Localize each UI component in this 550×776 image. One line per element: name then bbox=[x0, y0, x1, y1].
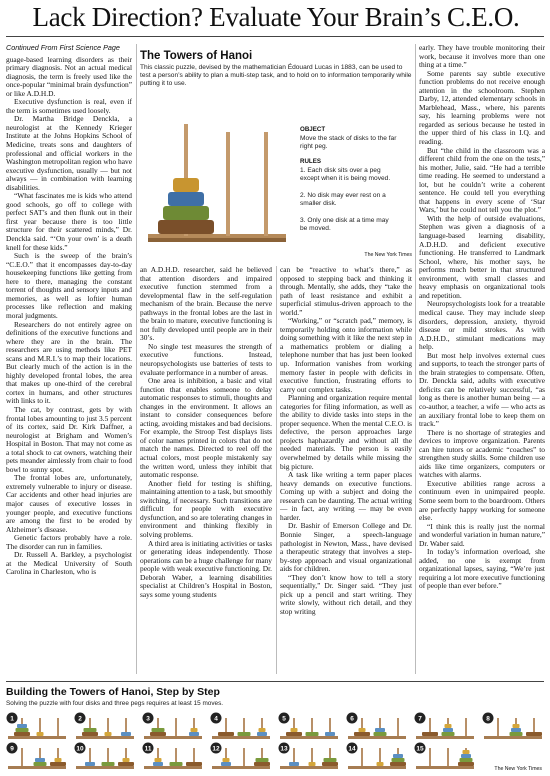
article-column-4 bbox=[419, 44, 545, 676]
step-diagram bbox=[74, 712, 136, 740]
step-disk bbox=[152, 728, 165, 732]
step-base bbox=[144, 736, 202, 739]
column-divider bbox=[136, 44, 137, 674]
column-divider bbox=[415, 44, 416, 674]
step-diagram bbox=[414, 742, 476, 770]
paragraph: “They don’t know how to tell a story sequentially,” Dr. Singer said. “They just pick up a pencil and start writing. They write slowly, without rich detail, and they stop writing bbox=[280, 572, 412, 616]
step-base bbox=[212, 766, 270, 769]
step-base bbox=[348, 736, 406, 739]
paragraph: No single test measures the strength of executive functions. Instead, neuropsychologists use batteries of tests to evaluate performance in a number of areas. bbox=[140, 341, 272, 377]
step-14 bbox=[346, 742, 408, 770]
step-disk bbox=[289, 762, 299, 766]
step-base bbox=[280, 736, 338, 739]
step-disk bbox=[170, 762, 183, 766]
steps-subtitle: Solving the puzzle with four disks and three pegs requires at least 15 moves. bbox=[6, 700, 224, 707]
paragraph: guage-based learning disorders as their primary diagnosis. Not an actual medical diagnosis, the term is freely used like the once-popular “minimal brain dysfunction” or like A.D.H.D. bbox=[6, 54, 132, 98]
step-diagram bbox=[210, 712, 272, 740]
paragraph: Researchers do not entirely agree on definitions of the executive functions and where they are in the brain. The researchers are using methods like PET scans and M.R.I.’s to map their locations. But clearly much of the action is in the highly developed frontal lobes, the area that makes up one-third of the cerebral cortex in humans, and other structures with links to it. bbox=[6, 319, 132, 406]
headline: Lack Direction? Evaluate Your Brain’s C.E.O. bbox=[32, 2, 520, 32]
step-peg bbox=[243, 748, 245, 766]
step-disk bbox=[82, 732, 98, 736]
step-base bbox=[416, 766, 474, 769]
step-10 bbox=[74, 742, 136, 770]
paragraph: Dr. Bashir of Emerson College and Dr. Bonnie Singer, a speech-language pathologist in Newton, Mass., have devised a therapeutic strategy that involves a step-by-step approach and visual organizational aids for children. bbox=[280, 521, 412, 574]
step-disk bbox=[325, 732, 335, 736]
step-base bbox=[76, 736, 134, 739]
step-disk bbox=[259, 728, 266, 732]
paragraph: can be “reactive to what’s there,” as opposed to stepping back and thinking it through. Mentally, she adds, they “take the path of least resistance and exhibit a superficial stimulus-driven approach to the world.” bbox=[280, 265, 412, 317]
step-diagram bbox=[346, 742, 408, 770]
paragraph: Some parents say subtle executive function problems do not receive enough attention in the schoolroom. Stephen Darby, 12, attended elementary schools in Marblehead, Mass., where, his parents say, his learning problems were not regarded as serious because he tested in the upper third of his class in I.Q. and reading. bbox=[419, 68, 545, 147]
step-disk bbox=[324, 758, 337, 762]
rules-label: RULES bbox=[300, 158, 321, 165]
step-disk bbox=[374, 732, 387, 736]
step-12 bbox=[210, 742, 272, 770]
rule-1: 1. Each disk sits over a peg except when it is being moved. bbox=[300, 167, 391, 182]
step-disk bbox=[354, 732, 370, 736]
step-number: 15 bbox=[416, 745, 424, 753]
step-disk bbox=[14, 732, 30, 736]
paragraph: Planning and organization require mental categories for filing information, as well as the ability to divide tasks into steps in the proper sequence. When the mental C.E.O. is defective, the person approaches large projects haphazardly and without all the needed materials. The person is easily overwhelmed by details while missing the big picture. bbox=[280, 393, 412, 471]
step-number: 8 bbox=[486, 715, 490, 723]
disk-2 bbox=[168, 192, 204, 206]
step-disk bbox=[105, 732, 112, 736]
step-8 bbox=[482, 712, 544, 740]
step-peg bbox=[429, 748, 431, 766]
step-diagram bbox=[278, 742, 340, 770]
step-disk bbox=[189, 732, 199, 736]
step-diagram bbox=[74, 742, 136, 770]
paragraph: Executive abilities range across a continuum even in unimpaired people. Some seem born to the boardroom. Others are perfectly happy working for someone else. bbox=[419, 478, 545, 523]
paragraph: an A.D.H.D. researcher, said he believed that attention disorders and impaired executive function stemmed from a developmental flaw in the self-regulation mechanism of the brain. Because the nerve pathways in the frontal lobes are the last in the brain to mature, executive functioning is not fully developed until people are in their 30’s. bbox=[140, 265, 272, 343]
step-11 bbox=[142, 742, 204, 770]
step-1 bbox=[6, 712, 68, 740]
step-number: 1 bbox=[10, 715, 14, 723]
step-disk bbox=[442, 732, 455, 736]
step-15 bbox=[414, 742, 476, 770]
step-disk bbox=[513, 724, 520, 728]
step-disk bbox=[118, 762, 134, 766]
step-disk bbox=[510, 732, 523, 736]
step-disk bbox=[150, 732, 166, 736]
step-disk bbox=[121, 732, 131, 736]
step-disk bbox=[17, 724, 27, 728]
paragraph: Dr. Martha Bridge Denckla, a neurologist at the Kennedy Krieger Institute at the Johns Hopkins School of Medicine, treats sons and daughters of professional and official workers in the Washington metropolitan region who have executive dysfunction, usually — but not always — in combination with learning disabilities. bbox=[6, 114, 132, 192]
step-disk bbox=[37, 732, 44, 736]
step-5 bbox=[278, 712, 340, 740]
step-peg bbox=[447, 748, 449, 766]
step-number: 3 bbox=[146, 715, 150, 723]
bottom-rule bbox=[6, 681, 544, 682]
step-peg bbox=[361, 748, 363, 766]
step-diagram bbox=[482, 712, 544, 740]
step-peg bbox=[175, 718, 177, 736]
object-text: Move the stack of disks to the far right peg. bbox=[300, 135, 397, 150]
step-disk bbox=[218, 732, 234, 736]
step-diagram bbox=[210, 742, 272, 770]
paragraph: “I think this is really just the normal and wonderful variation in human nature,” Dr. Waber said. bbox=[419, 521, 546, 548]
article-column-1 bbox=[6, 44, 132, 676]
graphic-credit: The New York Times bbox=[364, 252, 412, 258]
paragraph: Genetic factors probably have a role. The disorder can run in families. bbox=[6, 533, 132, 551]
paragraph: Executive dysfunction is real, even if the term is sometimes used loosely. bbox=[6, 97, 132, 115]
step-disk bbox=[186, 762, 202, 766]
step-13 bbox=[278, 742, 340, 770]
step-disk bbox=[102, 762, 115, 766]
step-number: 9 bbox=[10, 745, 14, 753]
paragraph: The frontal lobes are, unfortunately, extremely vulnerable to injury or disease. Car accidents and other head injuries are major causes of executive losses in younger people, and executive functions are among the first to be eroded by Alzheimer’s disease. bbox=[6, 473, 132, 534]
step-number: 7 bbox=[418, 715, 422, 723]
peg-right bbox=[264, 132, 268, 236]
step-disk bbox=[55, 758, 62, 762]
step-base bbox=[76, 766, 134, 769]
step-disk bbox=[221, 762, 231, 766]
step-disk bbox=[461, 754, 471, 758]
step-peg bbox=[57, 718, 59, 736]
step-disk bbox=[16, 728, 29, 732]
step-disk bbox=[153, 762, 163, 766]
object-label: OBJECT bbox=[300, 126, 326, 133]
step-disk bbox=[460, 758, 473, 762]
step-base bbox=[8, 766, 66, 769]
paragraph: Neuropsychologists look for a treatable medical cause. They may include sleep disorders, depression, anxiety, thyroid disease or mild strokes. As with A.D.H.D., stimulant medications may help. bbox=[419, 299, 545, 352]
step-diagram bbox=[414, 712, 476, 740]
step-3 bbox=[142, 712, 204, 740]
step-disk bbox=[257, 732, 267, 736]
step-diagram bbox=[6, 742, 68, 770]
paragraph: Another field for testing is shifting, maintaining attention to a task, but smoothly switching, if necessary. Such transitions are difficult for people with executive dysfunction, and so are tolerating changes in environment and thinking flexibly in solving problems. bbox=[140, 478, 272, 539]
step-disk bbox=[375, 728, 385, 732]
step-disk bbox=[123, 758, 130, 762]
step-disk bbox=[223, 758, 230, 762]
step-peg bbox=[497, 718, 499, 736]
paragraph: “Working,” or “scratch pad,” memory, is temporarily holding onto information while doing something with it like the next step in a mathematics problem or dialing a telephone number that has just been looked up. Information vanishes from working memory faster in people with deficits in executive function, frustrating efforts to carry out complex tasks. bbox=[280, 316, 412, 394]
step-number: 14 bbox=[348, 745, 356, 753]
step-number: 10 bbox=[76, 745, 84, 753]
peg-middle bbox=[226, 132, 230, 236]
step-diagram bbox=[6, 712, 68, 740]
rule-2: 2. No disk may ever rest on a smaller disk. bbox=[300, 192, 386, 207]
paragraph: A task like writing a term paper places heavy demands on executive functions. Coming up with a subject and doing the research can be daunting. The actual writing — in fact, any writing — may be even harder. bbox=[280, 470, 412, 522]
step-disk bbox=[35, 758, 45, 762]
step-diagram bbox=[278, 712, 340, 740]
paragraph: In today’s information overload, she added, no one is exempt from organizational lapses, saying, “We’re just requiring a lot more executive functioning of people than ever before.” bbox=[419, 547, 545, 591]
step-diagram bbox=[142, 712, 204, 740]
step-base bbox=[416, 736, 474, 739]
paragraph: One area is inhibition, a basic and vital function that enables someone to delay automatic responses to stimuli, thoughts and changes in the environment. It allows an instant to consider consequences before acting, avoiding mistakes and bad decisions. For example, the Stroop Test displays lists of color names printed in colors that do not match the names. Directed to reel off the actual colors, most people mistakenly say the written word, unless they inhibit that automatic response. bbox=[140, 376, 272, 480]
step-7 bbox=[414, 712, 476, 740]
step-6 bbox=[346, 712, 408, 740]
step-disk bbox=[155, 758, 162, 762]
continued-line: Continued From First Science Page bbox=[6, 43, 120, 52]
paragraph: But most help involves external cues and supports, to teach the stronger parts of the brain strategies to compensate. Often, Dr. Denckla said, adults with executive deficits can be relatively successful, “as long as there is another human being — a co-author, a teacher, a wife — who acts as an auxiliary frontal lobe to keep them on track.” bbox=[419, 350, 545, 429]
step-base bbox=[144, 766, 202, 769]
step-disk bbox=[458, 762, 474, 766]
disk-1 bbox=[173, 178, 199, 192]
step-disk bbox=[34, 762, 47, 766]
paragraph: There is no shortage of strategies and devices to improve organization. Parents can hire tutors or academic “coaches” to strengthen study skills. Some children use aids like time organizers, computers or watches with alarms. bbox=[419, 427, 545, 480]
step-number: 12 bbox=[212, 745, 220, 753]
step-disk bbox=[50, 762, 66, 766]
steps-title: Building the Towers of Hanoi, Step by Step bbox=[6, 686, 220, 698]
disk-3 bbox=[163, 206, 209, 220]
step-disk bbox=[256, 758, 269, 762]
step-disk bbox=[443, 728, 453, 732]
paragraph: early. They have trouble monitoring their work, because it involves more than one thing at a time.” bbox=[419, 43, 545, 70]
paragraph: “What fascinates me is kids who attend good schools, go off to college with perfect SAT’s and then flunk out in their first year because there is too little structure for their scattered minds,” Dr. Denckla said. “‘On your own’ is a death knell for these kids.” bbox=[6, 191, 132, 252]
article-column-3 bbox=[280, 266, 412, 674]
step-number: 2 bbox=[78, 715, 82, 723]
step-disk bbox=[322, 762, 338, 766]
hanoi-intro: This classic puzzle, devised by the mathematician Édouard Lucas in 1883, can be used to test a person’s ability to plan a multi-step task, and to hold on to information temporarily while putting it to use. bbox=[140, 64, 412, 87]
steps-credit: The New York Times bbox=[494, 766, 542, 772]
step-disk bbox=[84, 728, 97, 732]
step-diagram bbox=[142, 742, 204, 770]
step-disk bbox=[191, 728, 198, 732]
step-disk bbox=[254, 762, 270, 766]
step-disk bbox=[526, 732, 542, 736]
headline-rule bbox=[6, 36, 544, 37]
step-disk bbox=[511, 728, 521, 732]
paragraph: Dr. Russell A. Barkley, a psychologist at the Medical University of South Carolina in Charleston, who is bbox=[6, 550, 132, 577]
step-diagram bbox=[346, 712, 408, 740]
step-number: 13 bbox=[280, 745, 288, 753]
step-base bbox=[484, 736, 542, 739]
step-disk bbox=[306, 732, 319, 736]
step-number: 5 bbox=[282, 715, 286, 723]
step-base bbox=[212, 736, 270, 739]
step-disk bbox=[463, 750, 470, 754]
paragraph: But “the child in the classroom was a different child from the one on the tests,” his mother, Julie, said. “He had a terrible time reading. He seemed to understand a lot, but he couldn’t write a coherent sentence. He could tell you everything that happens in every scene of ‘Star Wars,’ but he could not tell you the plot.” bbox=[419, 145, 545, 215]
step-disk bbox=[390, 762, 406, 766]
step-2 bbox=[74, 712, 136, 740]
paragraph: A third area is initiating activities or tasks or generating ideas independently. Those operations can be a huge challenge for many people with weak executive functioning. Dr. Deborah Waber, a learning disabilities specialist at Children’s Hospital in Boston, says some young students bbox=[140, 538, 272, 599]
step-4 bbox=[210, 712, 272, 740]
step-peg bbox=[397, 718, 399, 736]
step-disk bbox=[422, 732, 438, 736]
step-base bbox=[280, 766, 338, 769]
column-divider bbox=[276, 266, 277, 674]
step-peg bbox=[21, 748, 23, 766]
step-disk bbox=[309, 762, 316, 766]
step-base bbox=[348, 766, 406, 769]
hanoi-title: The Towers of Hanoi bbox=[140, 50, 253, 62]
hanoi-graphic bbox=[140, 50, 412, 260]
step-number: 6 bbox=[350, 715, 354, 723]
step-disk bbox=[392, 758, 405, 762]
paragraph: With the help of outside evaluations, Stephen was given a diagnosis of a language-based learning disability, A.D.H.D. and deficient executive functioning. He transferred to Landmark School, where, his mother says, he performs much better in that structured environment, with small classes and heavy emphasis on organizational tools and repetition. bbox=[419, 213, 545, 300]
step-disk bbox=[393, 754, 403, 758]
rule-3: 3. Only one disk at a time may be moved. bbox=[300, 217, 389, 232]
hanoi-tower-illustration bbox=[140, 102, 290, 252]
paragraph: The cat, by contrast, gets by with frontal lobes amounting to just 3.5 percent of its cortex, said Dr. Kirk Daffner, a neurologist at Brigham and Women’s Hospital in Boston. That may not come as a total shock to cat owners, watching their pets meander aimlessly from chair to food bowl to sunny spot. bbox=[6, 404, 132, 474]
step-base bbox=[8, 736, 66, 739]
step-disk bbox=[445, 724, 452, 728]
step-peg bbox=[465, 718, 467, 736]
step-9 bbox=[6, 742, 68, 770]
step-disk bbox=[85, 762, 95, 766]
step-number: 11 bbox=[144, 745, 152, 753]
step-number: 4 bbox=[214, 715, 218, 723]
step-disk bbox=[359, 728, 366, 732]
step-disk bbox=[286, 732, 302, 736]
paragraph: Such is the sweep of the brain’s “C.E.O.” that it encompasses day-to-day housekeeping functions like getting from here to there, managing the constant torrent of thoughts and sensory inputs and memories, as well as loftier human processes like reflection and making moral judgments. bbox=[6, 251, 132, 320]
step-disk bbox=[238, 732, 251, 736]
step-disk bbox=[291, 728, 298, 732]
article-column-2 bbox=[140, 266, 272, 674]
disk-4 bbox=[158, 220, 214, 234]
step-disk bbox=[377, 762, 384, 766]
